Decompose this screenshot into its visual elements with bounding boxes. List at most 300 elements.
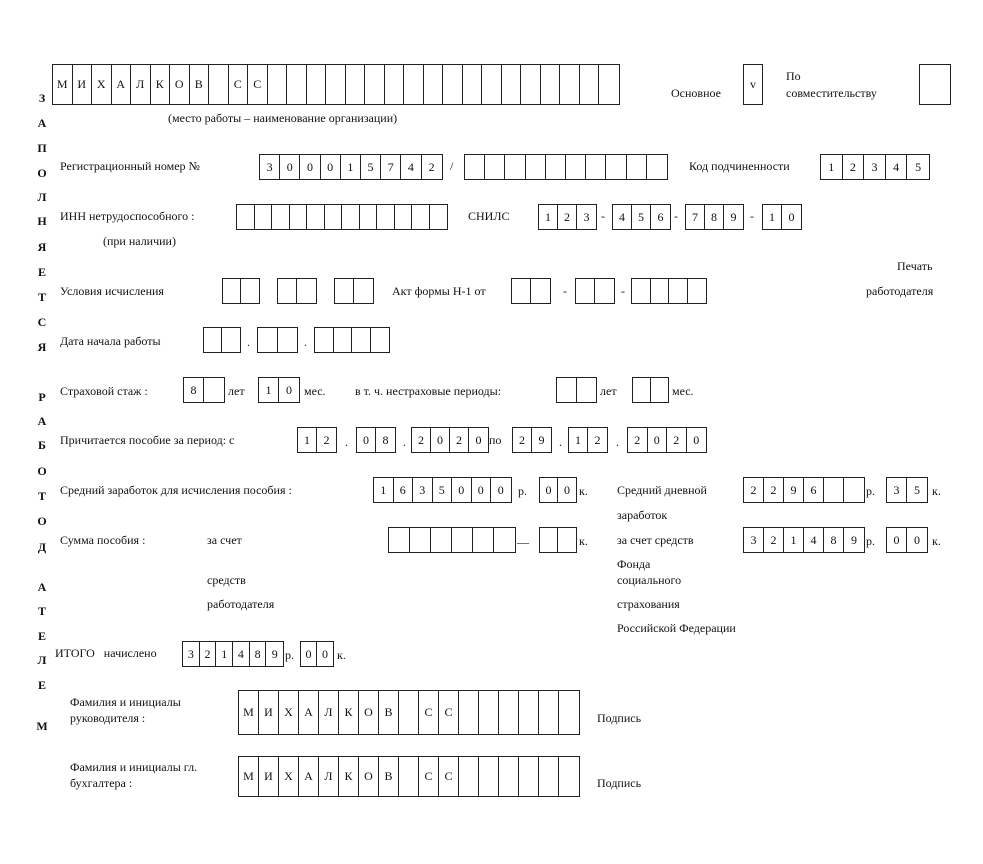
- cell[interactable]: [599, 65, 619, 104]
- cell[interactable]: 2: [428, 159, 435, 174]
- cell[interactable]: [395, 205, 413, 229]
- cell[interactable]: 9: [851, 532, 857, 547]
- cell[interactable]: 6: [804, 478, 824, 502]
- stazh-months-cells[interactable]: [258, 377, 300, 403]
- cell[interactable]: 1: [374, 478, 394, 502]
- period-dot-1: .: [345, 435, 348, 449]
- cell[interactable]: 0: [693, 432, 700, 447]
- cell[interactable]: [540, 528, 558, 552]
- cell[interactable]: 1: [763, 205, 782, 229]
- cell[interactable]: 8: [824, 528, 844, 552]
- employer-label-3: работодателя: [207, 597, 275, 611]
- nonins-months-cells[interactable]: [632, 377, 669, 403]
- cell[interactable]: 5: [433, 478, 453, 502]
- cell[interactable]: В: [190, 65, 210, 104]
- employer-kop-cells[interactable]: [539, 527, 577, 553]
- cell[interactable]: [204, 378, 224, 402]
- vertical-caption-letter: Е: [37, 678, 46, 692]
- cell[interactable]: [479, 757, 499, 796]
- vertical-caption-letter: Н: [37, 214, 47, 228]
- period-from-month[interactable]: [356, 427, 396, 453]
- cell[interactable]: [371, 328, 390, 352]
- cell[interactable]: [335, 279, 354, 303]
- cell[interactable]: 7: [686, 205, 705, 229]
- cell[interactable]: [258, 328, 278, 352]
- employer-kop-unit: к.: [579, 534, 588, 548]
- cell[interactable]: 2: [558, 205, 577, 229]
- cell[interactable]: 3: [260, 155, 280, 179]
- cell[interactable]: [502, 65, 522, 104]
- cell[interactable]: [241, 279, 259, 303]
- nonins-years-unit: лет: [600, 384, 617, 398]
- cell[interactable]: 9: [271, 646, 278, 661]
- cell[interactable]: Л: [319, 757, 339, 796]
- cell[interactable]: [360, 205, 378, 229]
- cell[interactable]: [557, 378, 577, 402]
- daily-label-2: заработок: [617, 508, 668, 522]
- cell[interactable]: 1: [569, 428, 588, 452]
- snils-dash-2: -: [674, 209, 678, 223]
- snils-dash-3: -: [750, 209, 754, 223]
- cell[interactable]: [463, 65, 483, 104]
- fss-kop-unit: к.: [932, 534, 941, 548]
- period-dot-2: .: [403, 435, 406, 449]
- cell[interactable]: 0: [321, 155, 341, 179]
- cell[interactable]: [546, 155, 566, 179]
- period-to-day[interactable]: [512, 427, 552, 453]
- cell[interactable]: [824, 478, 844, 502]
- cell[interactable]: 9: [538, 432, 545, 447]
- cell[interactable]: [459, 757, 479, 796]
- cell[interactable]: 0: [472, 478, 492, 502]
- cell[interactable]: 0: [497, 482, 504, 497]
- act-dash-1: -: [563, 284, 567, 298]
- earnings-label: Средний заработок для исчисления пособия :: [60, 483, 292, 497]
- cell[interactable]: [499, 691, 519, 734]
- snils-group-2[interactable]: [612, 204, 671, 230]
- cell[interactable]: [412, 205, 430, 229]
- start-dot-2: .: [304, 335, 307, 349]
- start-year-cells[interactable]: [314, 327, 390, 353]
- cell[interactable]: 2: [764, 528, 784, 552]
- vertical-caption-letter: Р: [38, 390, 46, 404]
- cell[interactable]: 0: [280, 155, 300, 179]
- cell[interactable]: 0: [357, 428, 376, 452]
- fss-label-3: социального: [617, 573, 682, 587]
- cell[interactable]: [307, 205, 325, 229]
- cell[interactable]: 7: [381, 155, 401, 179]
- cell[interactable]: М: [239, 757, 259, 796]
- cell[interactable]: 2: [323, 432, 330, 447]
- part-time-checkbox[interactable]: [919, 64, 951, 105]
- cell[interactable]: [606, 155, 626, 179]
- cell[interactable]: [307, 65, 327, 104]
- cell[interactable]: [844, 478, 864, 502]
- cell[interactable]: 4: [613, 205, 632, 229]
- nonins-label: в т. ч. нестраховые периоды:: [355, 384, 502, 398]
- cell[interactable]: [541, 65, 561, 104]
- head-label-1: Фамилия и инициалы: [70, 695, 181, 709]
- cell[interactable]: Л: [319, 691, 339, 734]
- daily-rub-unit: р.: [866, 484, 875, 498]
- cell[interactable]: [669, 279, 688, 303]
- cell[interactable]: 0: [452, 478, 472, 502]
- cell[interactable]: [385, 65, 405, 104]
- accountant-signature-label: Подпись: [597, 776, 642, 790]
- total-rub-cells[interactable]: [182, 641, 284, 667]
- main-job-checkbox[interactable]: v: [743, 64, 763, 105]
- cell[interactable]: [410, 528, 431, 552]
- cell[interactable]: [539, 691, 559, 734]
- sub-code-cells[interactable]: [820, 154, 930, 180]
- earnings-rub-unit: р.: [518, 484, 527, 498]
- cell[interactable]: 9: [730, 209, 737, 224]
- cell[interactable]: [566, 155, 586, 179]
- cell[interactable]: С: [229, 65, 249, 104]
- cell[interactable]: [237, 205, 255, 229]
- cell[interactable]: [325, 205, 343, 229]
- cell[interactable]: И: [259, 757, 279, 796]
- cell[interactable]: С: [439, 691, 459, 734]
- cell[interactable]: 8: [184, 378, 204, 402]
- fss-label-2: Фонда: [617, 557, 651, 571]
- cell[interactable]: И: [259, 691, 279, 734]
- cell[interactable]: [326, 65, 346, 104]
- cell[interactable]: [287, 65, 307, 104]
- reg-extra-cells[interactable]: [464, 154, 668, 180]
- vertical-caption-letter: Т: [37, 604, 46, 618]
- cell[interactable]: 2: [412, 428, 431, 452]
- earnings-kop-unit: к.: [579, 484, 588, 498]
- act-year-cells[interactable]: [631, 278, 707, 304]
- start-dot-1: .: [247, 335, 250, 349]
- cell[interactable]: 0: [564, 482, 570, 497]
- start-day-cells[interactable]: [203, 327, 241, 353]
- cell[interactable]: 0: [322, 646, 328, 661]
- stazh-label: Страховой стаж :: [60, 384, 148, 398]
- cell[interactable]: 5: [361, 155, 381, 179]
- cell[interactable]: [459, 691, 479, 734]
- cell[interactable]: [352, 328, 371, 352]
- cell[interactable]: [399, 691, 419, 734]
- cell[interactable]: [399, 757, 419, 796]
- cell[interactable]: [688, 279, 707, 303]
- cell[interactable]: В: [379, 757, 399, 796]
- conditions-box-3[interactable]: [334, 278, 374, 304]
- cell[interactable]: [209, 65, 229, 104]
- cell[interactable]: 0: [788, 209, 795, 224]
- cell[interactable]: [315, 328, 334, 352]
- cell[interactable]: 2: [200, 642, 217, 666]
- cell[interactable]: [342, 205, 360, 229]
- cell[interactable]: [222, 328, 240, 352]
- cell[interactable]: А: [299, 757, 319, 796]
- cell[interactable]: 0: [431, 428, 450, 452]
- stamp-label-1: Печать: [897, 259, 933, 273]
- cell[interactable]: 0: [286, 382, 292, 397]
- nonins-years-cells[interactable]: [556, 377, 597, 403]
- cell[interactable]: [465, 155, 485, 179]
- daily-label-1: Средний дневной: [617, 483, 707, 497]
- employer-label-1: за счет: [207, 533, 242, 547]
- cell[interactable]: 2: [628, 428, 648, 452]
- cell[interactable]: 1: [539, 205, 558, 229]
- cell[interactable]: [539, 757, 559, 796]
- cell[interactable]: О: [359, 691, 379, 734]
- period-from-day[interactable]: [297, 427, 337, 453]
- cell[interactable]: 2: [744, 478, 764, 502]
- cell[interactable]: [651, 378, 669, 402]
- cell[interactable]: [255, 205, 273, 229]
- cell[interactable]: 2: [594, 432, 601, 447]
- vertical-caption-letter: Т: [37, 489, 46, 503]
- cell[interactable]: [586, 155, 606, 179]
- cell[interactable]: Х: [279, 691, 299, 734]
- employer-dash: —: [517, 535, 529, 549]
- cell[interactable]: 3: [864, 155, 886, 179]
- cell[interactable]: В: [379, 691, 399, 734]
- snils-group-3[interactable]: [685, 204, 744, 230]
- cell[interactable]: 6: [657, 209, 664, 224]
- cell[interactable]: [204, 328, 222, 352]
- cell[interactable]: [576, 279, 595, 303]
- earnings-kop-cells[interactable]: [539, 477, 577, 503]
- cell[interactable]: [377, 205, 395, 229]
- vertical-caption-letter: Л: [37, 190, 47, 204]
- head-name-cells[interactable]: [238, 690, 580, 735]
- cell[interactable]: 1: [259, 378, 279, 402]
- cell[interactable]: 4: [233, 642, 250, 666]
- period-dot-4: .: [616, 435, 619, 449]
- cell[interactable]: [512, 279, 531, 303]
- cell[interactable]: К: [339, 757, 359, 796]
- cell[interactable]: 3: [744, 528, 764, 552]
- cell[interactable]: [479, 691, 499, 734]
- cell[interactable]: И: [73, 65, 93, 104]
- cell[interactable]: 8: [705, 205, 724, 229]
- vertical-caption-letter: А: [37, 414, 47, 428]
- cell[interactable]: 2: [843, 155, 865, 179]
- cell[interactable]: [430, 205, 448, 229]
- cell[interactable]: О: [359, 757, 379, 796]
- cell[interactable]: [452, 528, 473, 552]
- cell[interactable]: [519, 757, 539, 796]
- benefit-label: Сумма пособия :: [60, 533, 146, 547]
- cell[interactable]: Х: [279, 757, 299, 796]
- cell[interactable]: [272, 205, 290, 229]
- cell[interactable]: 5: [914, 482, 920, 497]
- cell[interactable]: [404, 65, 424, 104]
- conditions-box-1[interactable]: [222, 278, 260, 304]
- cell[interactable]: 1: [341, 155, 361, 179]
- accountant-label-1: Фамилия и инициалы гл.: [70, 760, 198, 774]
- fss-label-5: Российской Федерации: [617, 621, 736, 635]
- cell[interactable]: М: [239, 691, 259, 734]
- cell[interactable]: [424, 65, 444, 104]
- cell[interactable]: 1: [216, 642, 233, 666]
- cell[interactable]: А: [112, 65, 132, 104]
- cell[interactable]: 2: [667, 428, 687, 452]
- cell[interactable]: [633, 378, 651, 402]
- cell[interactable]: [278, 279, 297, 303]
- inn-cells[interactable]: [236, 204, 448, 230]
- cell[interactable]: [290, 205, 308, 229]
- vertical-caption-letter: Л: [37, 653, 47, 667]
- cell[interactable]: 1: [821, 155, 843, 179]
- cell[interactable]: 9: [784, 478, 804, 502]
- period-to-label: по: [489, 433, 502, 447]
- cell[interactable]: 2: [764, 478, 784, 502]
- cell[interactable]: 0: [301, 642, 317, 666]
- total-kop-cells[interactable]: [300, 641, 334, 667]
- act-label: Акт формы Н-1 от: [392, 284, 486, 298]
- cell[interactable]: Х: [92, 65, 112, 104]
- cell[interactable]: 2: [513, 428, 532, 452]
- vertical-caption-letter: С: [37, 315, 47, 329]
- cell[interactable]: 2: [450, 428, 469, 452]
- cell[interactable]: [521, 65, 541, 104]
- cell[interactable]: С: [419, 691, 439, 734]
- stazh-years-cells[interactable]: [183, 377, 225, 403]
- cell[interactable]: О: [170, 65, 190, 104]
- period-label: Причитается пособие за период: с: [60, 433, 235, 447]
- cell[interactable]: [531, 279, 550, 303]
- cell[interactable]: 3: [183, 642, 200, 666]
- cell[interactable]: 8: [382, 432, 389, 447]
- cell[interactable]: [297, 279, 316, 303]
- cell[interactable]: 0: [914, 532, 920, 547]
- cell[interactable]: [558, 528, 576, 552]
- act-dash-2: -: [621, 284, 625, 298]
- cell[interactable]: 4: [886, 155, 908, 179]
- earnings-rub-cells[interactable]: [373, 477, 512, 503]
- vertical-caption-letter: О: [37, 464, 47, 478]
- snils-label: СНИЛС: [468, 209, 510, 223]
- inn-label: ИНН нетрудоспособного :: [60, 209, 195, 223]
- employer-label-2: средств: [207, 573, 246, 587]
- cell[interactable]: 4: [804, 528, 824, 552]
- cell[interactable]: А: [299, 691, 319, 734]
- reg-number-cells[interactable]: [259, 154, 443, 180]
- cell[interactable]: [627, 155, 647, 179]
- cell[interactable]: К: [339, 691, 359, 734]
- vertical-caption-letter: П: [37, 141, 47, 155]
- cell[interactable]: 5: [915, 159, 922, 174]
- stazh-years-unit: лет: [228, 384, 245, 398]
- snils-dash-1: -: [601, 209, 605, 223]
- org-name-cells[interactable]: [52, 64, 620, 105]
- cell[interactable]: 0: [887, 528, 907, 552]
- cell[interactable]: [651, 279, 670, 303]
- fss-rub-unit: р.: [866, 534, 875, 548]
- employer-rub-cells[interactable]: [388, 527, 516, 553]
- cell[interactable]: [526, 155, 546, 179]
- daily-rub-cells[interactable]: [743, 477, 865, 503]
- cell[interactable]: 1: [298, 428, 317, 452]
- cell[interactable]: [505, 155, 525, 179]
- accountant-name-cells[interactable]: [238, 756, 580, 797]
- accountant-label-2: бухгалтера :: [70, 776, 133, 790]
- period-from-year[interactable]: [411, 427, 489, 453]
- cell[interactable]: 1: [784, 528, 804, 552]
- cell[interactable]: 5: [632, 205, 651, 229]
- cell[interactable]: К: [151, 65, 171, 104]
- vertical-caption-letter: О: [37, 514, 47, 528]
- act-month-cells[interactable]: [575, 278, 615, 304]
- fss-label-4: страхования: [617, 597, 680, 611]
- cell[interactable]: [431, 528, 452, 552]
- cell[interactable]: [365, 65, 385, 104]
- cell[interactable]: М: [53, 65, 73, 104]
- cell[interactable]: [559, 691, 579, 734]
- cell[interactable]: 0: [540, 478, 558, 502]
- cell[interactable]: [346, 65, 366, 104]
- cell[interactable]: 3: [887, 478, 907, 502]
- cell[interactable]: [485, 155, 505, 179]
- cell[interactable]: [519, 691, 539, 734]
- reg-number-label: Регистрационный номер №: [60, 159, 200, 173]
- cell[interactable]: [482, 65, 502, 104]
- daily-kop-cells[interactable]: [886, 477, 928, 503]
- part-time-label-2: совместительству: [786, 86, 877, 100]
- vertical-caption-letter: О: [37, 166, 47, 180]
- cell[interactable]: [577, 378, 597, 402]
- cell[interactable]: 3: [413, 478, 433, 502]
- cell[interactable]: [334, 328, 353, 352]
- cell[interactable]: [632, 279, 651, 303]
- cell[interactable]: 8: [250, 642, 267, 666]
- cell[interactable]: [647, 155, 667, 179]
- cell[interactable]: 4: [401, 155, 421, 179]
- cell[interactable]: 3: [583, 209, 590, 224]
- cell[interactable]: [268, 65, 288, 104]
- cell[interactable]: 0: [300, 155, 320, 179]
- cell[interactable]: С: [419, 757, 439, 796]
- cell[interactable]: [559, 757, 579, 796]
- snils-group-4[interactable]: [762, 204, 802, 230]
- period-to-year[interactable]: [627, 427, 707, 453]
- stazh-months-unit: мес.: [304, 384, 326, 398]
- vertical-caption-letter: Д: [37, 540, 47, 554]
- conditions-box-2[interactable]: [277, 278, 317, 304]
- act-day-cells[interactable]: [511, 278, 551, 304]
- cell[interactable]: 0: [648, 428, 668, 452]
- cell[interactable]: [494, 528, 515, 552]
- cell[interactable]: [223, 279, 241, 303]
- cell[interactable]: С: [248, 65, 268, 104]
- cell[interactable]: [560, 65, 580, 104]
- cell[interactable]: [278, 328, 298, 352]
- snils-group-1[interactable]: [538, 204, 597, 230]
- cell[interactable]: 0: [475, 432, 482, 447]
- cell[interactable]: [580, 65, 600, 104]
- fss-kop-cells[interactable]: [886, 527, 928, 553]
- cell[interactable]: [389, 528, 410, 552]
- cell[interactable]: [499, 757, 519, 796]
- fss-rub-cells[interactable]: [743, 527, 865, 553]
- cell[interactable]: [354, 279, 373, 303]
- cell[interactable]: [443, 65, 463, 104]
- vertical-caption-letter: М: [36, 719, 48, 733]
- cell[interactable]: Л: [131, 65, 151, 104]
- period-to-month[interactable]: [568, 427, 608, 453]
- cell[interactable]: 6: [394, 478, 414, 502]
- start-month-cells[interactable]: [257, 327, 298, 353]
- cell[interactable]: [473, 528, 494, 552]
- head-label-2: руководителя :: [70, 711, 146, 725]
- cell[interactable]: С: [439, 757, 459, 796]
- cell[interactable]: [595, 279, 614, 303]
